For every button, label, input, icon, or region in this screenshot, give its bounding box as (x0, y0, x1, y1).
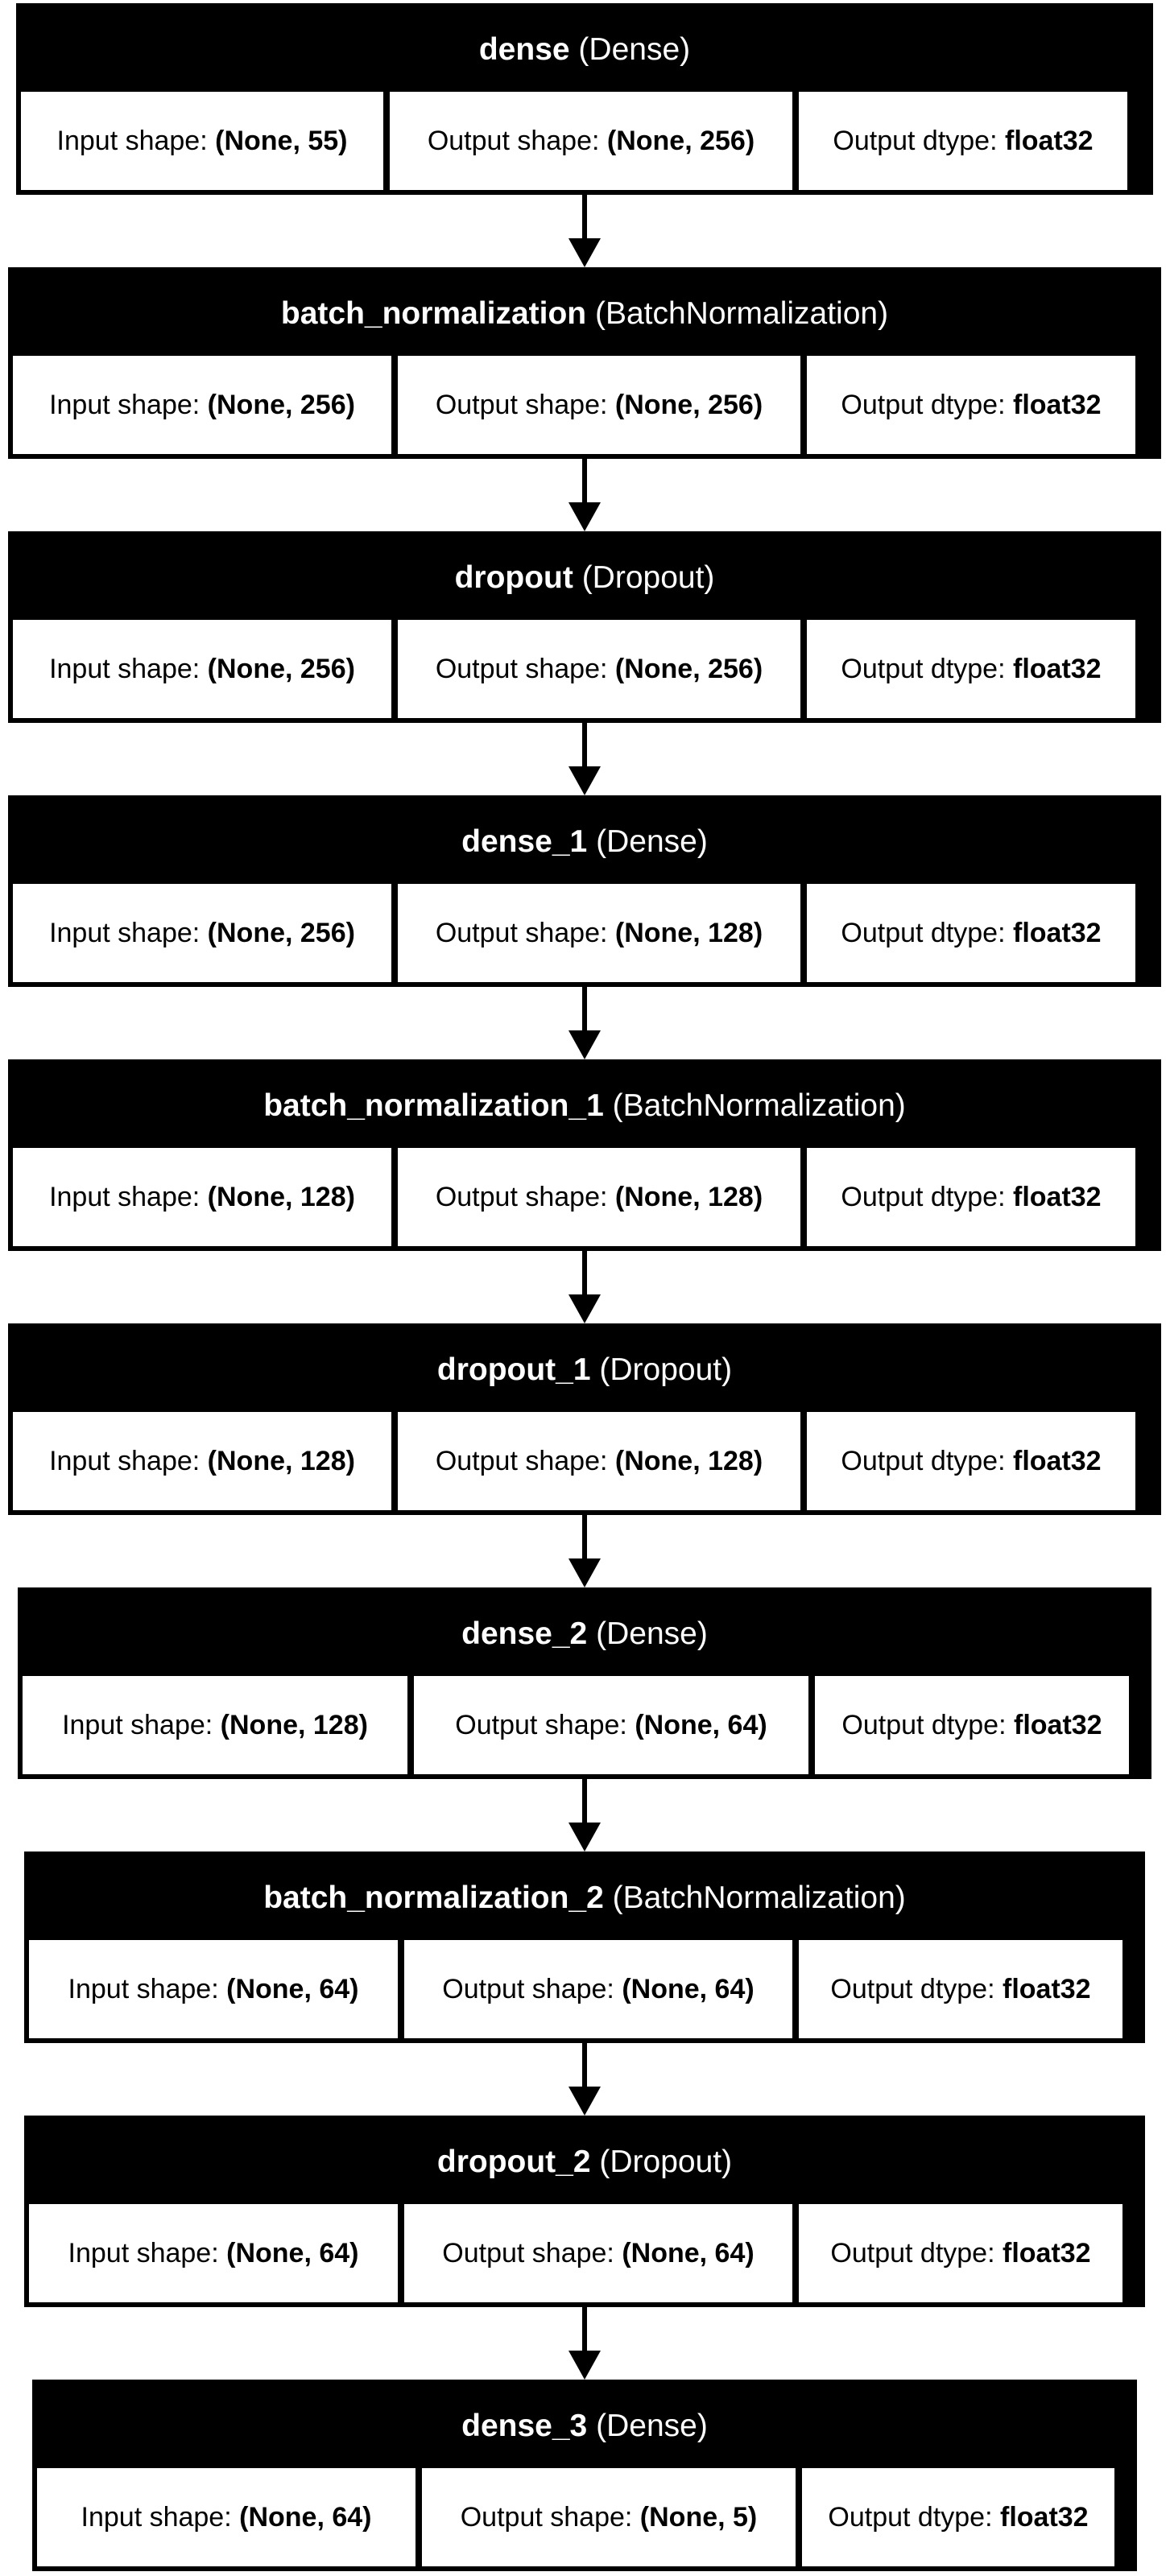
layer-node (24, 2116, 1145, 2307)
output-dtype-value: float32 (1000, 2501, 1089, 2533)
output-dtype-label: Output dtype: (830, 2237, 995, 2268)
layer-class: (BatchNormalization) (612, 1088, 906, 1123)
input-shape-label: Input shape: (68, 1973, 219, 2004)
output-dtype-label: Output dtype: (841, 917, 1006, 948)
input-shape-value: (None, 55) (215, 125, 348, 156)
output-shape-cell (398, 356, 800, 454)
input-shape-label: Input shape: (49, 1181, 201, 1212)
output-dtype-cell (807, 620, 1135, 718)
connector-arrow (568, 1251, 601, 1323)
output-dtype-value: float32 (1013, 389, 1102, 420)
arrow-line (582, 2307, 587, 2355)
connector-arrow (568, 723, 601, 795)
arrow-line (582, 987, 587, 1035)
layer-class: (Dropout) (599, 1352, 733, 1387)
layer-shape-row (13, 620, 1156, 718)
output-dtype-cell (799, 2204, 1122, 2302)
output-shape-label: Output shape: (442, 1973, 614, 2004)
layer-shape-row (13, 884, 1156, 982)
layer-class: (Dense) (596, 1616, 708, 1651)
layer-header (29, 1856, 1140, 1940)
arrow-line (582, 1515, 587, 1563)
output-shape-value: (None, 256) (614, 653, 763, 684)
layer-name: dense_2 (461, 1616, 588, 1651)
output-dtype-value: float32 (1003, 1973, 1091, 2004)
input-shape-value: (None, 64) (239, 2501, 372, 2533)
output-shape-value: (None, 128) (614, 1445, 763, 1476)
output-shape-cell (390, 92, 792, 190)
layer-name: batch_normalization_2 (263, 1880, 604, 1915)
output-shape-value: (None, 5) (639, 2501, 758, 2533)
input-shape-label: Input shape: (81, 2501, 232, 2533)
input-shape-cell (37, 2468, 415, 2566)
layer-name: dense_1 (461, 824, 588, 859)
connector-arrow (568, 987, 601, 1059)
output-shape-cell (398, 620, 800, 718)
output-dtype-value: float32 (1013, 1181, 1102, 1212)
output-shape-cell (398, 1148, 800, 1246)
input-shape-cell (13, 884, 391, 982)
output-shape-value: (None, 128) (614, 917, 763, 948)
arrow-line (582, 1251, 587, 1299)
layer-shape-row (37, 2468, 1132, 2566)
input-shape-value: (None, 64) (226, 2237, 359, 2268)
input-shape-cell (13, 620, 391, 718)
arrowhead-icon (568, 2351, 601, 2380)
layer-class: (Dense) (578, 32, 691, 67)
output-dtype-label: Output dtype: (841, 389, 1006, 420)
input-shape-cell (13, 1148, 391, 1246)
output-shape-value: (None, 64) (622, 1973, 755, 2004)
layer-node (8, 531, 1161, 723)
arrow-line (582, 723, 587, 771)
layer-node (24, 1852, 1145, 2043)
output-shape-cell (398, 884, 800, 982)
output-dtype-label: Output dtype: (833, 125, 998, 156)
arrowhead-icon (568, 1823, 601, 1852)
output-dtype-label: Output dtype: (830, 1973, 995, 2004)
layer-header (21, 8, 1148, 92)
output-shape-cell (422, 2468, 796, 2566)
connector-arrow (568, 459, 601, 531)
layer-header (23, 1592, 1147, 1676)
input-shape-value: (None, 256) (207, 389, 355, 420)
layer-shape-row (29, 1940, 1140, 2038)
input-shape-cell (13, 1412, 391, 1510)
layer-class: (BatchNormalization) (612, 1880, 906, 1915)
input-shape-value: (None, 128) (207, 1181, 355, 1212)
output-dtype-cell (799, 92, 1127, 190)
input-shape-cell (13, 356, 391, 454)
output-shape-label: Output shape: (427, 125, 600, 156)
output-shape-label: Output shape: (435, 917, 608, 948)
layer-name: dense (478, 32, 570, 67)
arrowhead-icon (568, 2087, 601, 2116)
connector-arrow (568, 2043, 601, 2116)
layer-name: batch_normalization (280, 296, 587, 331)
output-dtype-cell (807, 1148, 1135, 1246)
layer-name: dropout_2 (436, 2145, 591, 2179)
input-shape-label: Input shape: (49, 653, 201, 684)
layer-class: (Dense) (596, 2409, 708, 2443)
arrowhead-icon (568, 1558, 601, 1587)
layer-node (18, 1587, 1151, 1779)
arrowhead-icon (568, 238, 601, 267)
layer-node (16, 3, 1153, 195)
arrowhead-icon (568, 1030, 601, 1059)
output-dtype-value: float32 (1013, 917, 1102, 948)
output-dtype-label: Output dtype: (841, 1181, 1006, 1212)
output-dtype-value: float32 (1013, 1445, 1102, 1476)
layer-name: dense_3 (461, 2409, 588, 2443)
layer-header (13, 272, 1156, 356)
layer-class: (Dropout) (581, 560, 715, 595)
output-dtype-cell (802, 2468, 1114, 2566)
output-dtype-cell (807, 1412, 1135, 1510)
layer-shape-row (13, 356, 1156, 454)
output-dtype-cell (807, 884, 1135, 982)
layer-class: (Dropout) (599, 2145, 733, 2179)
output-dtype-label: Output dtype: (841, 653, 1006, 684)
output-dtype-label: Output dtype: (841, 1709, 1007, 1740)
input-shape-value: (None, 128) (207, 1445, 355, 1476)
output-dtype-value: float32 (1013, 653, 1102, 684)
layer-name: batch_normalization_1 (263, 1088, 604, 1123)
arrow-line (582, 459, 587, 507)
layer-class: (BatchNormalization) (594, 296, 889, 331)
output-shape-label: Output shape: (435, 1445, 608, 1476)
output-shape-value: (None, 256) (614, 389, 763, 420)
output-shape-value: (None, 256) (606, 125, 755, 156)
output-shape-label: Output shape: (435, 1181, 608, 1212)
layer-node (32, 2380, 1137, 2571)
input-shape-label: Input shape: (56, 125, 208, 156)
output-dtype-value: float32 (1005, 125, 1094, 156)
output-dtype-cell (807, 356, 1135, 454)
output-dtype-cell (799, 1940, 1122, 2038)
output-shape-cell (398, 1412, 800, 1510)
layer-header (37, 2384, 1132, 2468)
output-shape-label: Output shape: (435, 653, 608, 684)
input-shape-value: (None, 64) (226, 1973, 359, 2004)
connector-arrow (568, 2307, 601, 2380)
output-shape-value: (None, 64) (622, 2237, 755, 2268)
layer-shape-row (13, 1148, 1156, 1246)
layer-name: dropout_1 (436, 1352, 591, 1387)
output-dtype-label: Output dtype: (841, 1445, 1006, 1476)
layer-shape-row (21, 92, 1148, 190)
output-dtype-value: float32 (1003, 2237, 1091, 2268)
output-shape-label: Output shape: (455, 1709, 627, 1740)
arrowhead-icon (568, 766, 601, 795)
input-shape-value: (None, 256) (207, 917, 355, 948)
output-shape-value: (None, 128) (614, 1181, 763, 1212)
input-shape-label: Input shape: (49, 1445, 201, 1476)
output-shape-cell (404, 1940, 792, 2038)
layer-node (8, 1323, 1161, 1515)
layer-class: (Dense) (596, 824, 708, 859)
output-shape-label: Output shape: (435, 389, 608, 420)
connector-arrow (568, 1515, 601, 1587)
layer-header (29, 2120, 1140, 2204)
connector-arrow (568, 195, 601, 267)
layer-shape-row (23, 1676, 1147, 1774)
layer-name: dropout (454, 560, 573, 595)
input-shape-cell (23, 1676, 407, 1774)
arrow-line (582, 2043, 587, 2091)
input-shape-label: Input shape: (49, 917, 201, 948)
input-shape-value: (None, 256) (207, 653, 355, 684)
arrow-line (582, 195, 587, 243)
input-shape-label: Input shape: (62, 1709, 213, 1740)
input-shape-cell (29, 2204, 398, 2302)
layer-header (13, 1064, 1156, 1148)
arrow-line (582, 1779, 587, 1827)
layer-node (8, 795, 1161, 987)
layer-header (13, 800, 1156, 884)
output-dtype-label: Output dtype: (828, 2501, 993, 2533)
layer-header (13, 536, 1156, 620)
layer-shape-row (29, 2204, 1140, 2302)
connector-arrow (568, 1779, 601, 1852)
output-shape-label: Output shape: (460, 2501, 633, 2533)
layer-node (8, 267, 1161, 459)
output-shape-cell (404, 2204, 792, 2302)
input-shape-cell (21, 92, 383, 190)
input-shape-label: Input shape: (68, 2237, 219, 2268)
input-shape-cell (29, 1940, 398, 2038)
arrowhead-icon (568, 1294, 601, 1323)
output-shape-cell (414, 1676, 808, 1774)
output-shape-value: (None, 64) (635, 1709, 767, 1740)
input-shape-label: Input shape: (49, 389, 201, 420)
output-shape-label: Output shape: (442, 2237, 614, 2268)
output-dtype-cell (815, 1676, 1129, 1774)
output-dtype-value: float32 (1014, 1709, 1102, 1740)
input-shape-value: (None, 128) (220, 1709, 368, 1740)
layer-header (13, 1328, 1156, 1412)
arrowhead-icon (568, 502, 601, 531)
layer-shape-row (13, 1412, 1156, 1510)
layer-node (8, 1059, 1161, 1251)
